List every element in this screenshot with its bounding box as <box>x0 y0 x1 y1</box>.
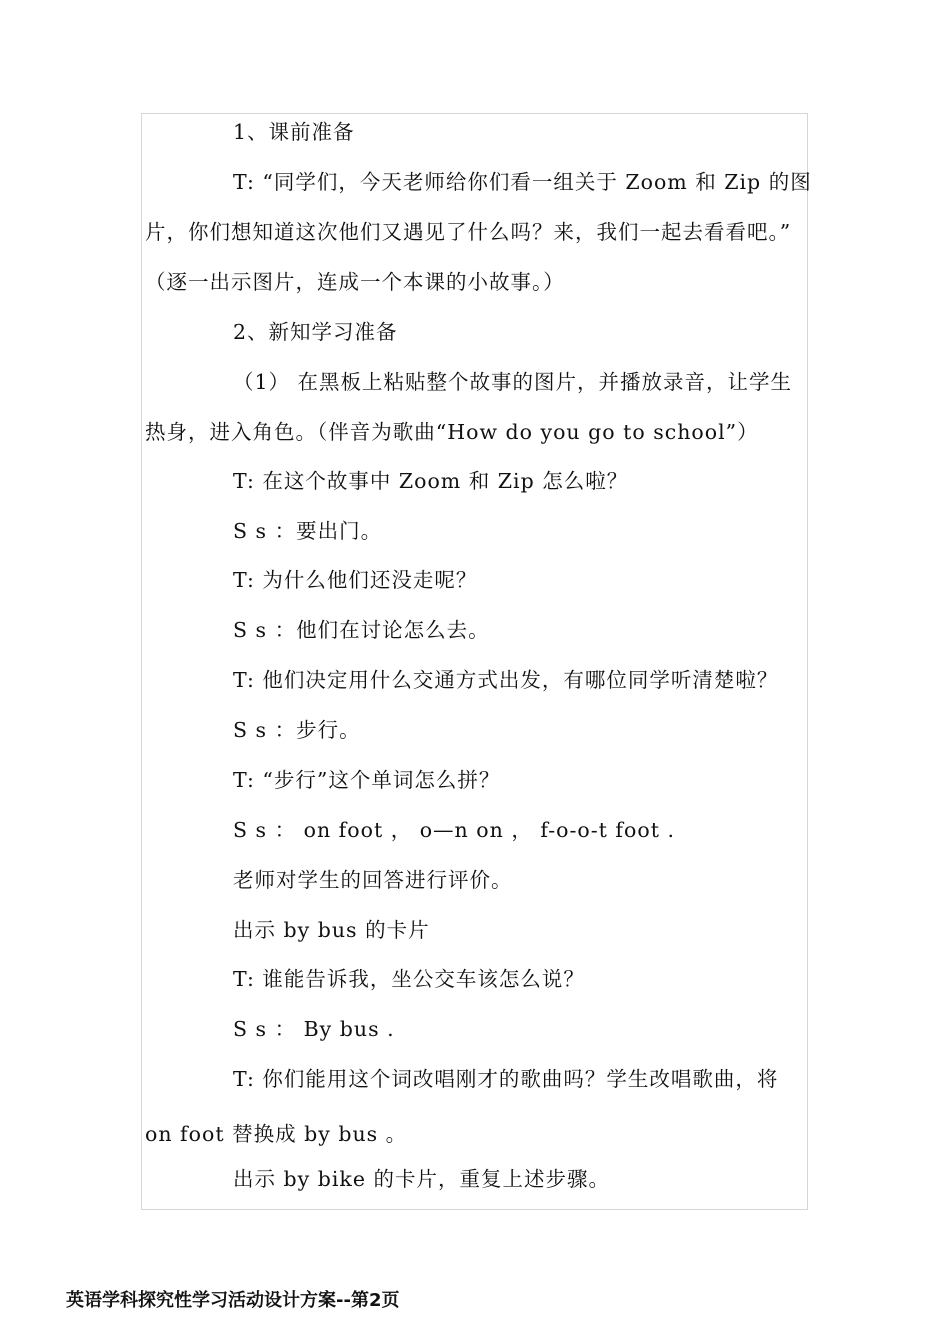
dialogue-line: 片，你们想知道这次他们又遇见了什么吗？来，我们一起去看看吧。” <box>145 220 792 244</box>
section-heading-2: 2、新知学习准备 <box>233 320 398 344</box>
paragraph-line: （1） 在黑板上粘贴整个故事的图片，并播放录音，让学生 <box>233 370 793 394</box>
dialogue-line: T: 为什么他们还没走呢？ <box>233 568 478 592</box>
dialogue-line: S s ：要出门。 <box>233 519 383 543</box>
dialogue-line: T: “步行”这个单词怎么拼？ <box>233 768 501 792</box>
dialogue-line: S s ：他们在讨论怎么去。 <box>233 618 490 642</box>
paragraph-line: （逐一出示图片，连成一个本课的小故事。） <box>145 270 565 294</box>
paragraph-line: 热身，进入角色。（伴音为歌曲“How do you go to school”） <box>145 420 759 444</box>
dialogue-line: S s ： on foot ， o—n on ， f-o-o-t foot . <box>233 818 675 842</box>
dialogue-line: T: “同学们，今天老师给你们看一组关于 Zoom 和 Zip 的图 <box>233 170 812 194</box>
dialogue-line: T: 谁能告诉我，坐公交车该怎么说？ <box>233 967 585 991</box>
dialogue-line: T: 在这个故事中 Zoom 和 Zip 怎么啦？ <box>233 469 629 493</box>
dialogue-line: S s ：步行。 <box>233 718 361 742</box>
section-heading-1: 1、课前准备 <box>233 120 355 144</box>
paragraph-line: 出示 by bus 的卡片 <box>233 918 430 942</box>
paragraph-line: on foot 替换成 by bus 。 <box>145 1122 408 1146</box>
page-footer: 英语学科探究性学习活动设计方案--第2页 <box>66 1290 400 1311</box>
dialogue-line: S s ： By bus . <box>233 1017 395 1041</box>
paragraph-line: 出示 by bike 的卡片，重复上述步骤。 <box>233 1167 610 1191</box>
dialogue-line: T: 你们能用这个词改唱刚才的歌曲吗？学生改唱歌曲，将 <box>233 1067 779 1091</box>
dialogue-line: T: 他们决定用什么交通方式出发，有哪位同学听清楚啦？ <box>233 668 779 692</box>
paragraph-line: 老师对学生的回答进行评价。 <box>233 868 513 892</box>
